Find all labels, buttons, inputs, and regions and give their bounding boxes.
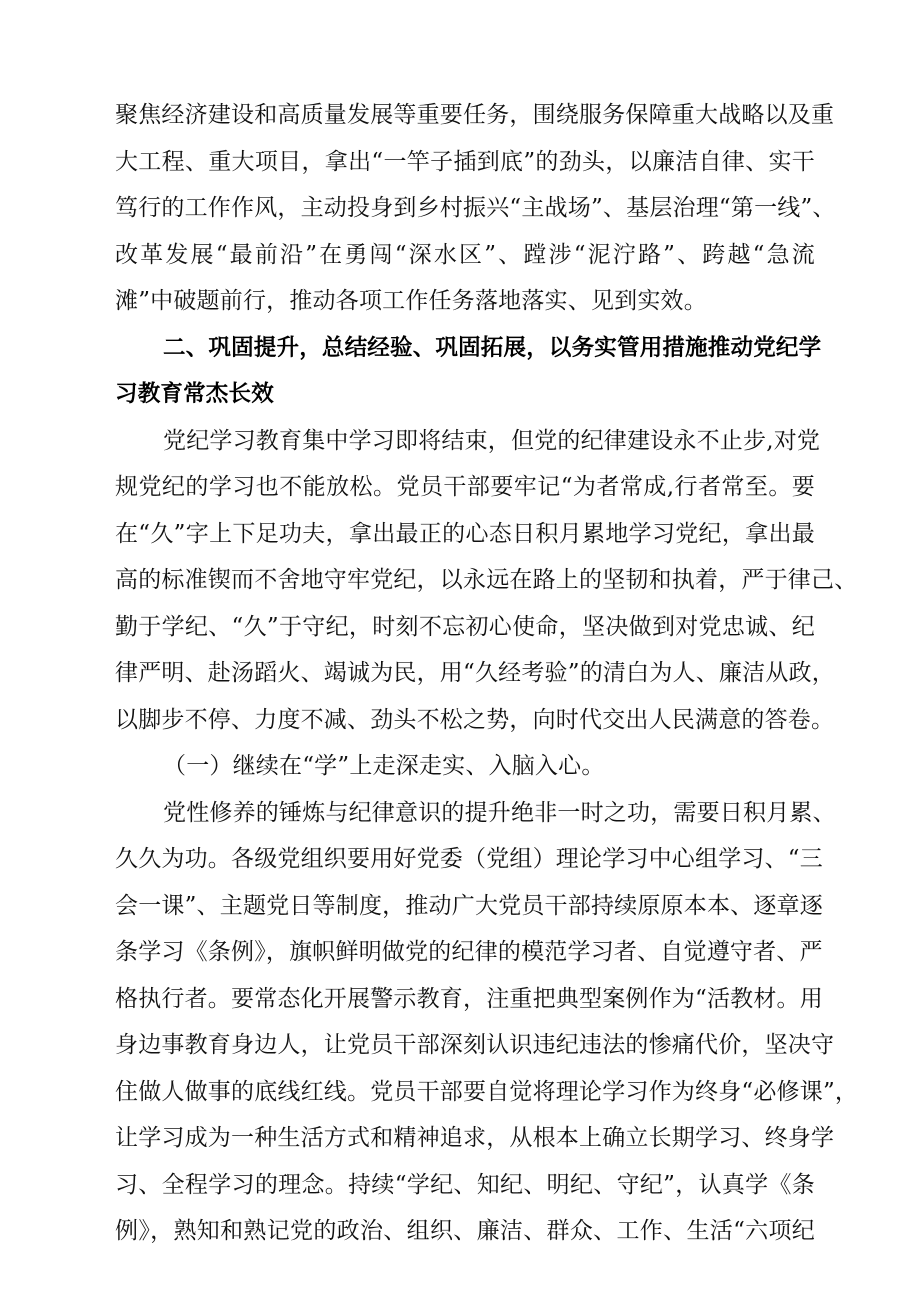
paragraph-line: 习、全程学习的理念。持续“学纪、知纪、明纪、守纪”，认真学《条 — [115, 1172, 815, 1198]
paragraph-line: 规党纪的学习也不能放松。党员干部要牢记“为者常成,行者常至。要 — [115, 474, 815, 500]
paragraph-line: 条学习《条例》，旗帜鲜明做党的纪律的模范学习者、自觉遵守者、严 — [115, 939, 823, 965]
paragraph-line: 以脚步不停、力度不减、劲头不松之势，向时代交出人民满意的答卷。 — [115, 707, 835, 733]
paragraph-line: 党性修养的锤炼与纪律意识的提升绝非一时之功，需要日积月累、 — [163, 800, 836, 826]
paragraph-line: 例》，熟知和熟记党的政治、组织、廉洁、群众、工作、生活“六项纪 — [115, 1218, 815, 1244]
paragraph-line: 在“久”字上下足功夫，拿出最正的心态日积月累地学习党纪，拿出最 — [115, 521, 815, 547]
paragraph-line: 格执行者。要常态化开展警示教育，注重把典型案例作为“活教材。用 — [115, 986, 823, 1012]
paragraph-line: 聚焦经济建设和高质量发展等重要任务，围绕服务保障重大战略以及重 — [115, 102, 835, 128]
paragraph-line: 勤于学纪、“久”于守纪，时刻不忘初心使命，坚决做到对党忠诚、纪 — [115, 614, 815, 640]
sub-heading: （一）继续在“学”上走深走实、入脑入心。 — [163, 753, 605, 779]
paragraph-line: 会一课”、主题党日等制度，推动广大党员干部持续原原本本、逐章逐 — [115, 893, 823, 919]
paragraph-line: 笃行的工作作风，主动投身到乡村振兴“主战场”、基层治理“第一线”、 — [115, 195, 836, 221]
paragraph-line: 党纪学习教育集中学习即将结束，但党的纪律建设永不止步,对党 — [163, 428, 821, 454]
paragraph-line: 改革发展“最前沿”在勇闯“深水区”、蹚涉“泥泞路”、跨越“急流 — [115, 242, 815, 268]
paragraph-line: 滩”中破题前行，推动各项工作任务落地落实、见到实效。 — [115, 288, 707, 314]
section-heading: 习教育常杰长效 — [115, 381, 274, 407]
section-heading: 二、巩固提升，总结经验、巩固拓展，以务实管用措施推动党纪学 — [163, 335, 822, 361]
paragraph-line: 大工程、重大项目，拿出“一竿子插到底”的劲头，以廉洁自律、实干 — [115, 149, 815, 175]
paragraph-line: 身边事教育身边人，让党员干部深刻认识违纪违法的惨痛代价，坚决守 — [115, 1032, 835, 1058]
paragraph-line: 高的标准锲而不舍地守牢党纪，以永远在路上的坚韧和执着，严于律己、 — [115, 567, 858, 593]
paragraph-line: 住做人做事的底线红线。党员干部要自觉将理论学习作为终身“必修课”， — [115, 1079, 859, 1105]
paragraph-line: 律严明、赴汤蹈火、竭诚为民，用“久经考验”的清白为人、廉洁从政， — [115, 660, 835, 686]
paragraph-line: 久久为功。各级党组织要用好党委（党组）理论学习中心组学习、“三 — [115, 846, 823, 872]
paragraph-line: 让学习成为一种生活方式和精神追求，从根本上确立长期学习、终身学 — [115, 1125, 835, 1151]
